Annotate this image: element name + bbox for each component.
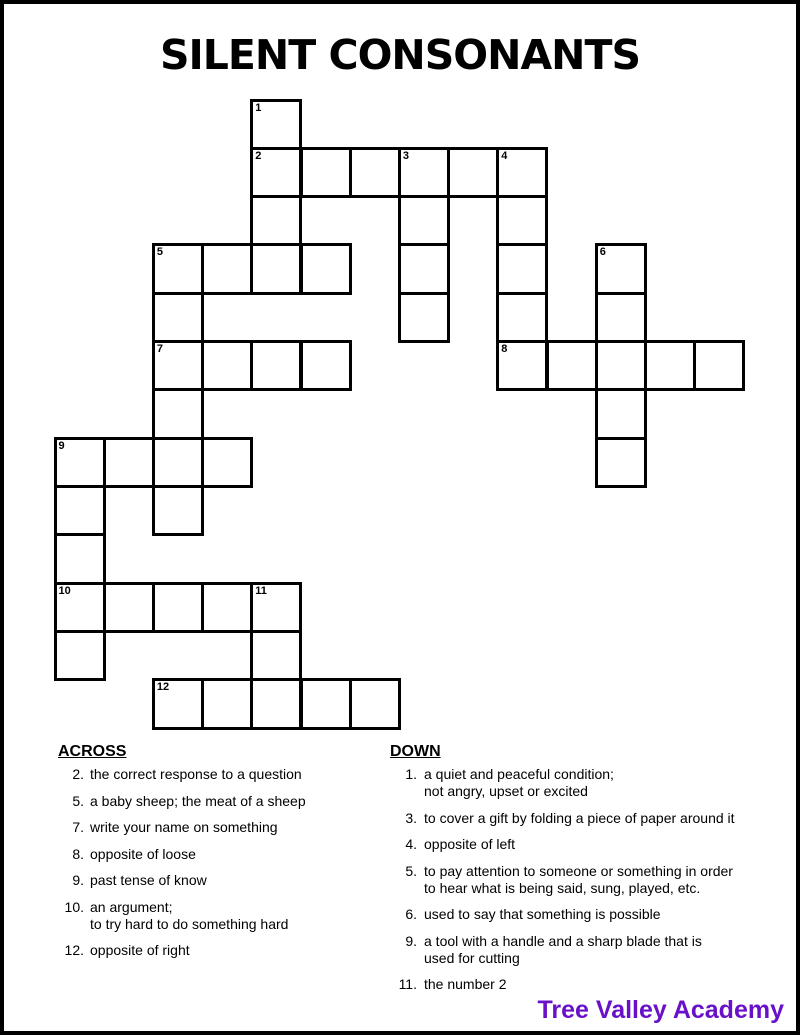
- grid-cell[interactable]: [693, 340, 745, 391]
- grid-cell-9[interactable]: [54, 437, 106, 488]
- grid-cell[interactable]: [349, 678, 401, 729]
- clue-number: 12.: [64, 942, 84, 958]
- grid-cell[interactable]: [201, 243, 253, 294]
- clue-text: to cover a gift by folding a piece of paper around it: [424, 809, 735, 826]
- clue-number: 5.: [72, 792, 84, 809]
- clue-text: opposite of left: [424, 836, 516, 852]
- grid-cell-4[interactable]: [496, 147, 548, 198]
- clue-item: [390, 810, 786, 827]
- clue-text: opposite of loose: [90, 845, 196, 862]
- grid-cell[interactable]: [152, 485, 204, 536]
- clue-number: 4.: [405, 836, 417, 852]
- cell-number: 4: [501, 149, 508, 162]
- clue-number: 8.: [72, 845, 84, 862]
- clue-number: 9.: [405, 932, 417, 949]
- clue-item: [390, 863, 786, 897]
- clue-item: [390, 766, 786, 800]
- grid-cell-12[interactable]: [152, 678, 204, 729]
- clue-item: [58, 846, 388, 863]
- grid-cell-8[interactable]: [496, 340, 548, 391]
- clue-item: [390, 836, 786, 853]
- grid-cell[interactable]: [398, 243, 450, 294]
- clue-item: [58, 872, 388, 889]
- clue-number: 5.: [405, 862, 417, 879]
- clue-number: 7.: [72, 819, 84, 835]
- grid-cell[interactable]: [398, 195, 450, 246]
- grid-cell[interactable]: [201, 582, 253, 633]
- clue-text: past tense of know: [90, 872, 207, 888]
- grid-cell[interactable]: [152, 582, 204, 633]
- grid-cell[interactable]: [201, 678, 253, 729]
- clue-item: [58, 942, 388, 959]
- clue-item: [390, 976, 786, 993]
- cell-number: 7: [156, 343, 164, 356]
- cell-number: 5: [156, 246, 164, 259]
- grid-cell-5[interactable]: [152, 243, 204, 294]
- grid-cell-10[interactable]: [54, 582, 106, 633]
- across-clues-section: [58, 742, 388, 969]
- grid-cell[interactable]: [300, 340, 352, 391]
- clue-number: 2.: [72, 766, 84, 782]
- grid-cell-1[interactable]: [250, 99, 302, 150]
- cell-number: 12: [156, 681, 170, 694]
- cell-number: 1: [255, 101, 262, 114]
- clue-item: [58, 819, 388, 836]
- grid-cell[interactable]: [496, 243, 548, 294]
- clue-text: the correct response to a question: [90, 766, 302, 782]
- clue-text: an argument; to try hard to do something hard: [90, 898, 289, 932]
- grid-cell[interactable]: [250, 243, 302, 294]
- grid-cell[interactable]: [54, 485, 106, 536]
- across-heading: ACROSS: [58, 743, 127, 760]
- cell-number: 9: [58, 439, 65, 452]
- clue-item: [390, 933, 786, 967]
- grid-cell[interactable]: [496, 195, 548, 246]
- grid-cell[interactable]: [201, 437, 253, 488]
- clue-text: to pay attention to someone or something in order to hear what is being said, sung, played, etc.: [424, 862, 733, 896]
- grid-cell[interactable]: [152, 292, 204, 343]
- grid-cell[interactable]: [644, 340, 696, 391]
- grid-cell[interactable]: [54, 533, 106, 584]
- grid-cell[interactable]: [250, 630, 302, 681]
- clue-item: [390, 906, 786, 923]
- grid-cell[interactable]: [250, 340, 302, 391]
- grid-cell[interactable]: [54, 630, 106, 681]
- grid-cell[interactable]: [103, 437, 155, 488]
- grid-cell[interactable]: [349, 147, 401, 198]
- clue-item: [58, 899, 388, 933]
- clue-number: 9.: [72, 872, 84, 888]
- grid-cell[interactable]: [152, 388, 204, 439]
- grid-cell[interactable]: [103, 582, 155, 633]
- clue-text: the number 2: [424, 976, 507, 992]
- grid-cell[interactable]: [201, 340, 253, 391]
- cell-number: 6: [599, 246, 606, 259]
- down-heading: DOWN: [390, 743, 441, 760]
- clue-number: 1.: [405, 766, 417, 782]
- grid-cell[interactable]: [595, 388, 647, 439]
- grid-cell-7[interactable]: [152, 340, 204, 391]
- grid-cell[interactable]: [250, 195, 302, 246]
- grid-cell-2[interactable]: [250, 147, 302, 198]
- across-clue-list: [58, 766, 388, 959]
- cell-number: 11: [255, 584, 267, 597]
- grid-cell[interactable]: [250, 678, 302, 729]
- grid-cell[interactable]: [300, 678, 352, 729]
- down-clues-section: [390, 742, 786, 1003]
- grid-cell-3[interactable]: [398, 147, 450, 198]
- clue-number: 3.: [405, 809, 417, 826]
- clue-text: opposite of right: [90, 942, 190, 958]
- clue-number: 11.: [398, 976, 417, 992]
- grid-cell-11[interactable]: [250, 582, 302, 633]
- cell-number: 8: [501, 343, 508, 356]
- cell-number: 3: [402, 149, 410, 162]
- clue-text: a baby sheep; the meat of a sheep: [90, 792, 306, 809]
- grid-cell[interactable]: [595, 340, 647, 391]
- grid-cell[interactable]: [595, 437, 647, 488]
- grid-cell[interactable]: [447, 147, 499, 198]
- grid-cell[interactable]: [300, 243, 352, 294]
- grid-cell[interactable]: [546, 340, 598, 391]
- clue-item: [58, 793, 388, 810]
- grid-cell[interactable]: [152, 437, 204, 488]
- clue-text: used to say that something is possible: [424, 906, 661, 922]
- grid-cell[interactable]: [300, 147, 352, 198]
- clue-text: a quiet and peaceful condition; not angry, upset or excited: [424, 766, 614, 799]
- clue-text: write your name on something: [90, 819, 278, 835]
- grid-cell[interactable]: [496, 292, 548, 343]
- grid-cell-6[interactable]: [595, 243, 647, 294]
- cell-number: 10: [58, 584, 71, 597]
- brand-wordmark: Tree Valley Academy: [537, 996, 784, 1024]
- grid-cell[interactable]: [398, 292, 450, 343]
- clue-text: a tool with a handle and a sharp blade that is used for cutting: [424, 932, 702, 966]
- cell-number: 2: [255, 149, 262, 162]
- clue-number: 10.: [64, 898, 84, 915]
- down-clue-list: [390, 766, 786, 993]
- clue-item: [58, 766, 388, 783]
- clue-number: 6.: [405, 906, 417, 922]
- page-title: SILENT CONSONANTS: [160, 31, 640, 79]
- grid-cell[interactable]: [595, 292, 647, 343]
